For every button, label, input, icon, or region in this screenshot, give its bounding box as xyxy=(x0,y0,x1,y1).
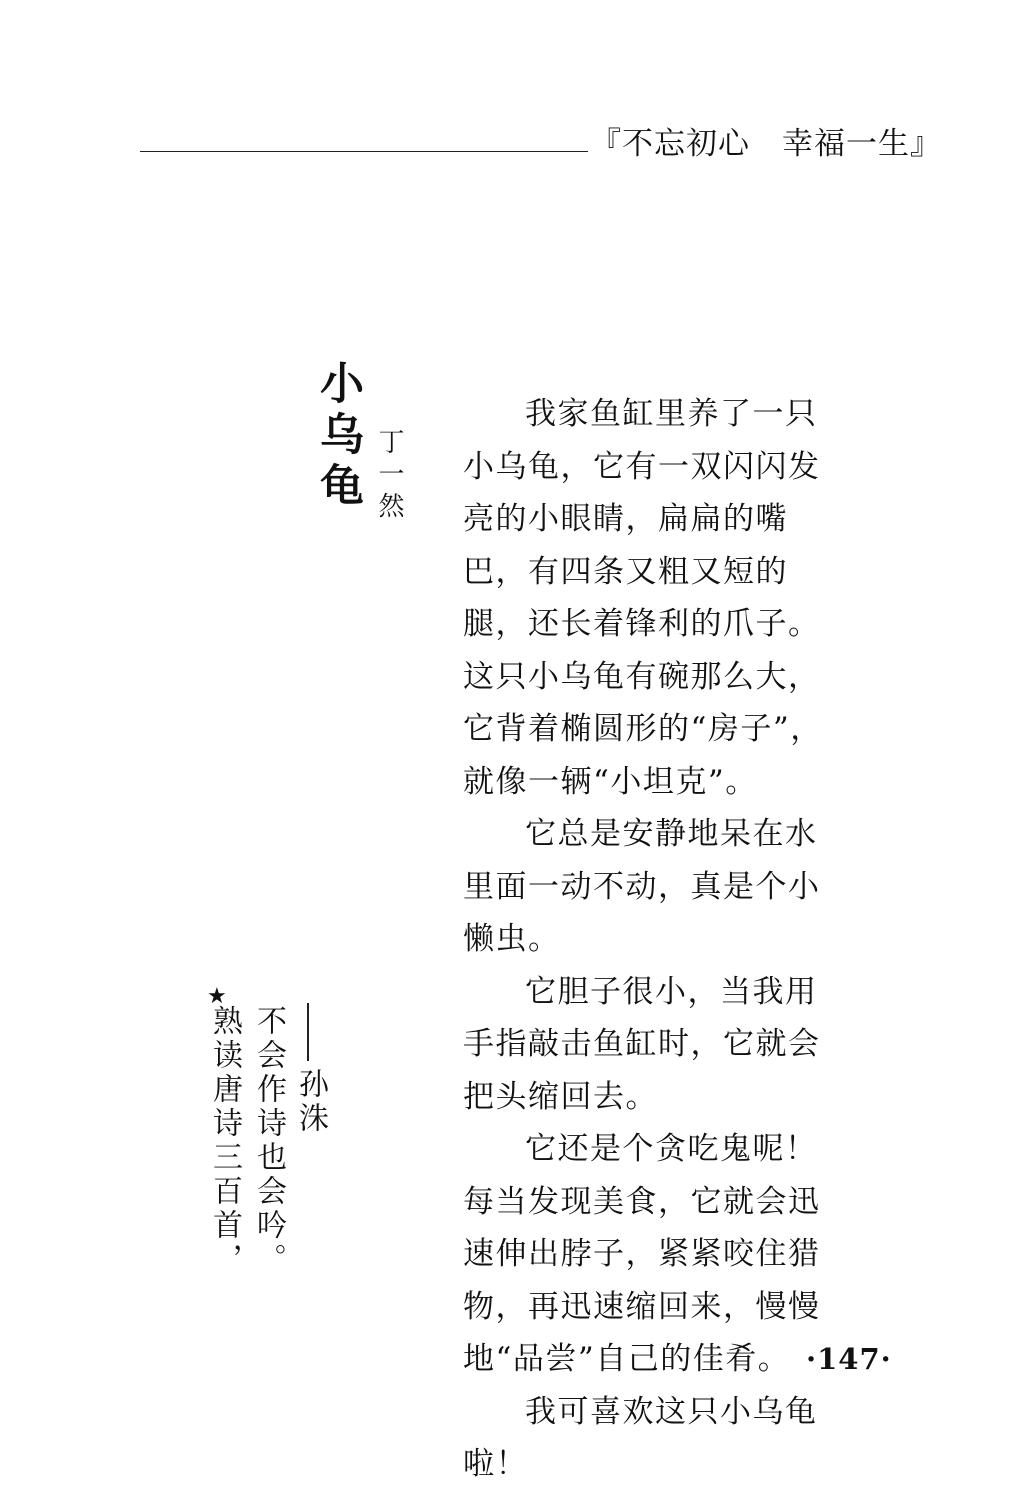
running-header: 『不忘初心 幸福一生』 xyxy=(590,126,942,162)
attribution-dash xyxy=(307,1003,309,1061)
article-title: 小乌龟 xyxy=(312,360,363,513)
paragraph: 它还是个贪吃鬼呢！每当发现美食，它就会迅速伸出脖子，紧紧咬住猎物，再迅速缩回来，慢慢地“品尝”自己的佳肴。 xyxy=(463,1131,821,1377)
quote-line-2: 不会作诗也会吟。 xyxy=(251,1005,286,1277)
star-icon: ★ xyxy=(207,984,231,1009)
page-number: ·147· xyxy=(806,1342,892,1376)
quote-line-1: 熟读唐诗三百首， xyxy=(207,1005,242,1277)
paragraph: 我可喜欢这只小乌龟啦！ xyxy=(463,1393,818,1482)
article-body xyxy=(463,388,833,1491)
paragraph: 它总是安静地呆在水里面一动不动，真是个小懒虫。 xyxy=(463,816,821,957)
paragraph: 我家鱼缸里养了一只小乌龟，它有一双闪闪发亮的小眼睛，扁扁的嘴巴，有四条又粗又短的腿，还长着锋利的爪子。这只小乌龟有碗那么大，它背着椭圆形的“房子”，就像一辆“小坦克”。 xyxy=(463,396,823,800)
quote-attribution: 孙洙 xyxy=(293,1068,328,1136)
article-author: 丁一然 xyxy=(374,428,404,524)
paragraph: 它胆子很小，当我用手指敲击鱼缸时，它就会把头缩回去。 xyxy=(463,973,821,1115)
header-rule xyxy=(140,151,588,152)
